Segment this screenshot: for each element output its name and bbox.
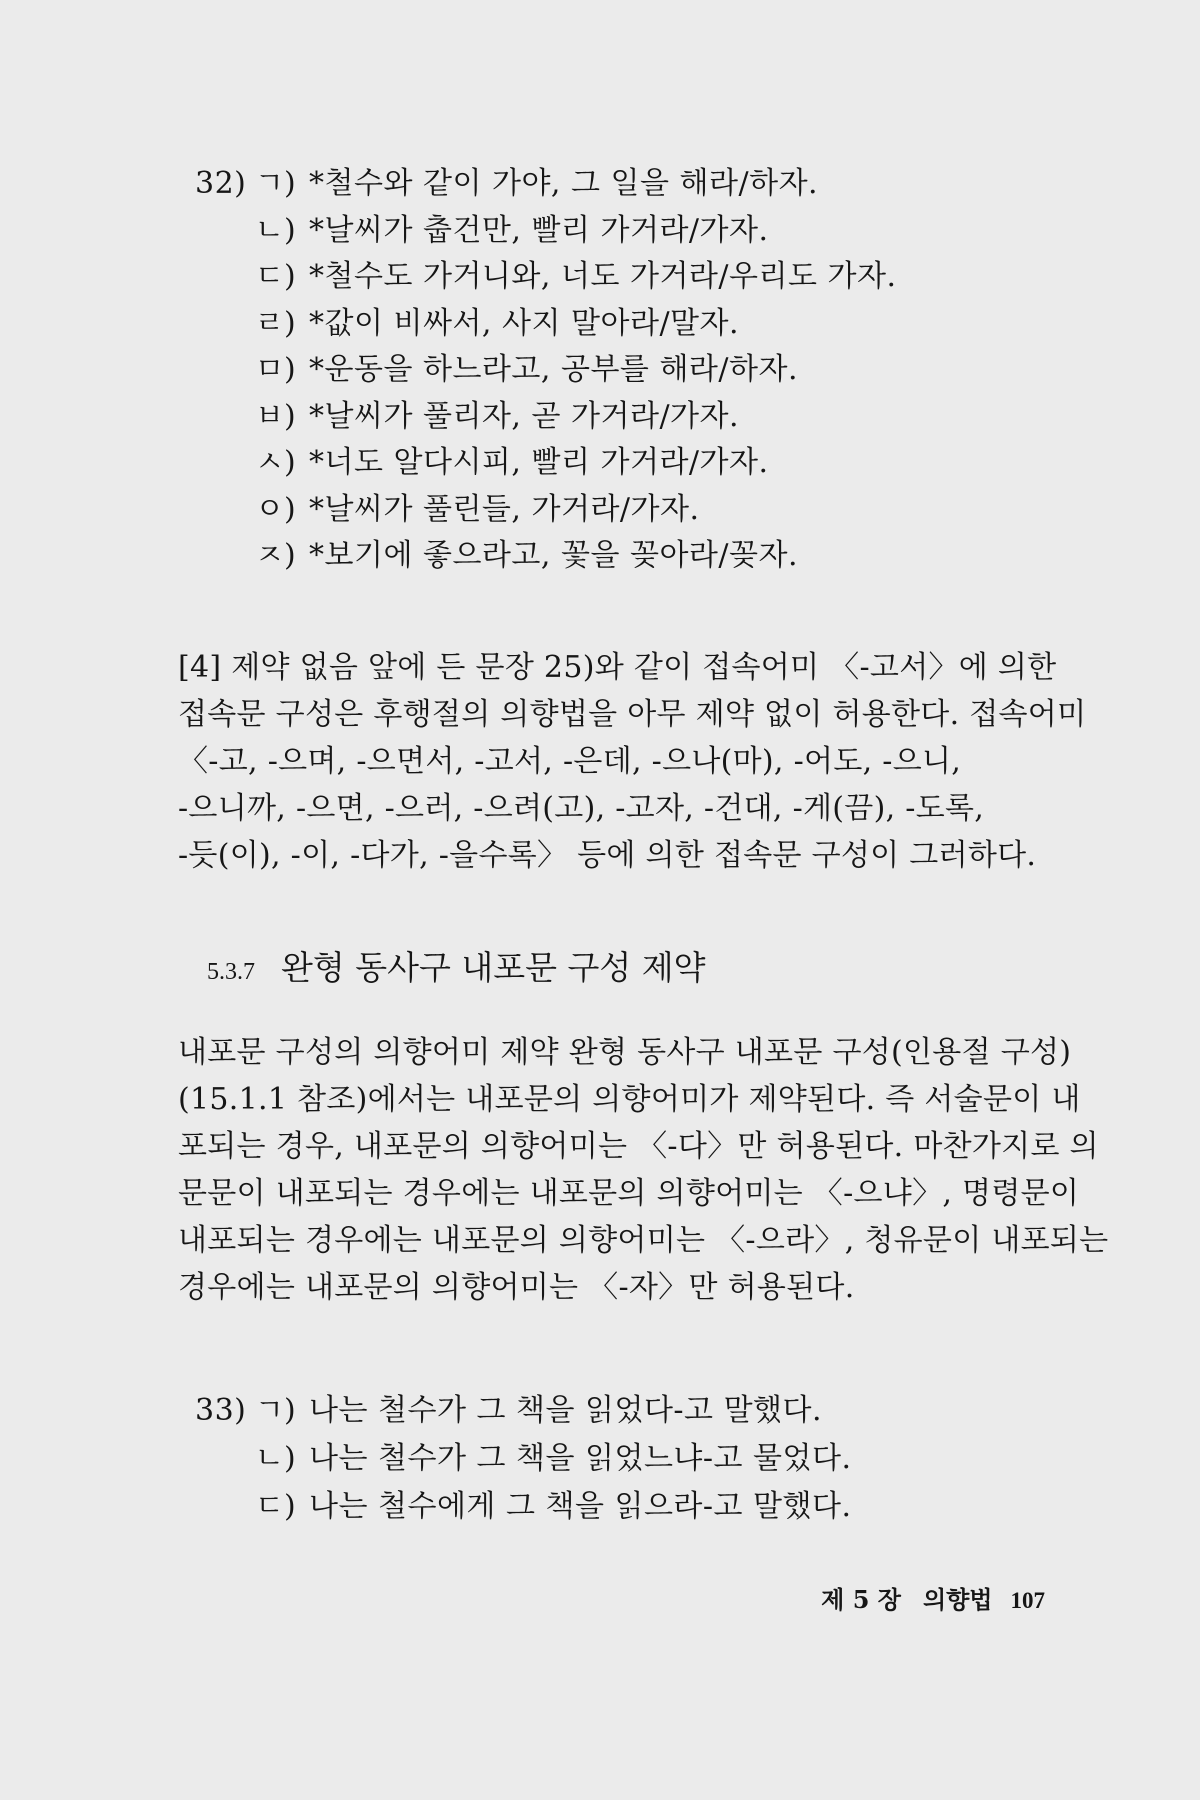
item-marker: ㅇ) [255, 491, 296, 527]
example-sentence: *보기에 좋으라고, 꽃을 꽂아라/꽂자. [309, 538, 799, 573]
example-sentence: *운동을 하느라고, 공부를 해라/하자. [309, 352, 799, 387]
paragraph-line: 문문이 내포되는 경우에는 내포문의 의향어미는 〈-으냐〉, 명령문이 [178, 1176, 1080, 1211]
example-number: 32) [195, 166, 247, 201]
item-marker: ㅅ) [255, 445, 296, 480]
example-sentence: *날씨가 풀리자, 곧 가거라/가자. [309, 398, 740, 434]
example-sentence: 나는 철수에게 그 책을 읽으라-고 말했다. [309, 1489, 852, 1524]
paragraph-line: 포되는 경우, 내포문의 의향어미는 〈-다〉만 허용된다. 마찬가지로 의 [178, 1129, 1099, 1164]
paragraph-line: -으니까, -으면, -으러, -으려(고), -고자, -건대, -게(끔), -도록, [178, 791, 985, 826]
example-sentence: *날씨가 춥건만, 빨리 가거라/가자. [309, 212, 769, 248]
example-sentence: *값이 비싸서, 사지 말아라/말자. [309, 305, 740, 341]
item-marker: ㄹ) [255, 305, 296, 341]
list-item [195, 301, 896, 348]
list-item [195, 394, 896, 441]
paragraph-line: 〈-고, -으며, -으면서, -고서, -은데, -으나(마), -어도, -으니, [178, 744, 962, 779]
example-sentence: *철수와 같이 가야, 그 일을 해라/하자. [309, 166, 819, 201]
list-item [195, 487, 896, 534]
paragraph-line: 내포되는 경우에는 내포문의 의향어미는 〈-으라〉, 청유문이 내포되는 [178, 1223, 1109, 1258]
list-item [195, 347, 896, 394]
list-item [195, 254, 896, 301]
example-32-list [195, 161, 896, 580]
item-marker: ㄷ) [255, 1489, 296, 1524]
list-item [195, 1435, 852, 1483]
list-item [195, 1387, 852, 1435]
example-number: 33) [195, 1393, 247, 1428]
example-sentence: *철수도 가거니와, 너도 가거라/우리도 가자. [309, 259, 897, 294]
list-item [195, 1483, 852, 1531]
example-33-list [195, 1387, 852, 1531]
item-marker: ㄷ) [255, 259, 296, 294]
paragraph-line: 경우에는 내포문의 의향어미는 〈-자〉만 허용된다. [178, 1270, 855, 1305]
example-sentence: *날씨가 풀린들, 가거라/가자. [309, 491, 700, 527]
list-item [195, 440, 896, 487]
section-number: 5.3.7 [207, 959, 255, 985]
item-marker: ㄱ) [255, 166, 296, 201]
item-marker: ㅈ) [255, 538, 296, 573]
list-item [195, 533, 896, 580]
paragraph-line: 내포문 구성의 의향어미 제약 완형 동사구 내포문 구성(인용절 구성) [178, 1035, 1072, 1070]
item-marker: ㄴ) [255, 1441, 296, 1476]
chapter-label: 제 5 장 [821, 1585, 901, 1614]
list-item [195, 161, 896, 208]
paragraph-line: [4] 제약 없음 앞에 든 문장 25)와 같이 접속어미 〈-고서〉에 의한 [178, 650, 1057, 685]
item-marker: ㄱ) [255, 1393, 296, 1428]
page-footer [821, 1580, 1045, 1615]
item-marker: ㅂ) [255, 398, 296, 434]
paragraph-line: 접속문 구성은 후행절의 의향법을 아무 제약 없이 허용한다. 접속어미 [178, 697, 1087, 732]
paragraph-embedded-clause [178, 1029, 1109, 1311]
example-sentence: 나는 철수가 그 책을 읽었다-고 말했다. [309, 1393, 823, 1428]
page-number: 107 [1010, 1588, 1045, 1613]
item-marker: ㄴ) [255, 212, 296, 248]
paragraph-line: (15.1.1 참조)에서는 내포문의 의향어미가 제약된다. 즉 서술문이 내 [178, 1082, 1081, 1117]
example-sentence: *너도 알다시피, 빨리 가거라/가자. [309, 445, 769, 480]
chapter-name: 의향법 [922, 1585, 993, 1614]
section-title: 완형 동사구 내포문 구성 제약 [281, 948, 706, 987]
section-heading [207, 942, 706, 989]
example-sentence: 나는 철수가 그 책을 읽었느냐-고 물었다. [309, 1441, 852, 1476]
paragraph-line: -듯(이), -이, -다가, -을수록〉 등에 의한 접속문 구성이 그러하다. [178, 838, 1037, 873]
list-item [195, 208, 896, 255]
item-marker: ㅁ) [255, 352, 296, 387]
paragraph-no-constraint [178, 644, 1087, 879]
